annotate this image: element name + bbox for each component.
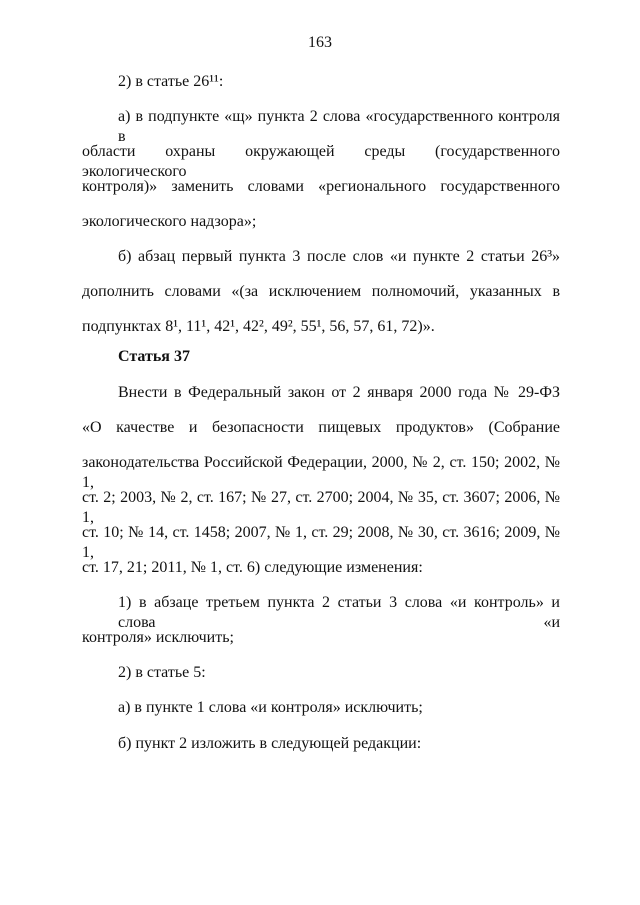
text-line: Внести в Федеральный закон от 2 января 2000 года № 29-ФЗ xyxy=(118,384,560,401)
text-line: а) в пункте 1 слова «и контроля» исключить; xyxy=(118,699,423,716)
text-line: ст. 2; 2003, № 2, ст. 167; № 27, ст. 2700; 2004, № 35, ст. 3607; 2006, № 1, xyxy=(82,489,560,526)
text-line: б) абзац первый пункта 3 после слов «и пункте 2 статьи 26³» xyxy=(118,248,560,265)
text-line: 2) в статье 5: xyxy=(118,664,206,681)
text-line: законодательства Российской Федерации, 2000, № 2, ст. 150; 2002, № 1, xyxy=(82,454,560,491)
text-line: экологического надзора»; xyxy=(82,213,257,230)
text-line: ст. 17, 21; 2011, № 1, ст. 6) следующие изменения: xyxy=(82,559,423,576)
text-line: 1) в абзаце третьем пункта 2 статьи 3 слова «и контроль» и слова «и xyxy=(118,594,560,631)
text-line: дополнить словами «(за исключением полномочий, указанных в xyxy=(82,283,560,300)
text-line: «О качестве и безопасности пищевых продуктов» (Собрание xyxy=(82,419,560,436)
article-heading: Статья 37 xyxy=(118,348,190,365)
text-line: области охраны окружающей среды (государственного экологического xyxy=(82,143,560,180)
text-line: контроля)» заменить словами «регионального государственного xyxy=(82,178,560,195)
page-number: 163 xyxy=(308,34,332,51)
text-line: контроля» исключить; xyxy=(82,629,234,646)
text-line: ст. 10; № 14, ст. 1458; 2007, № 1, ст. 29; 2008, № 30, ст. 3616; 2009, № 1, xyxy=(82,524,560,561)
text-line: б) пункт 2 изложить в следующей редакции: xyxy=(118,735,422,752)
text-line: подпунктах 8¹, 11¹, 42¹, 42², 49², 55¹, 56, 57, 61, 72)». xyxy=(82,318,435,335)
text-line: а) в подпункте «щ» пункта 2 слова «государственного контроля в xyxy=(118,108,560,145)
text-line: 2) в статье 26¹¹: xyxy=(118,73,224,90)
